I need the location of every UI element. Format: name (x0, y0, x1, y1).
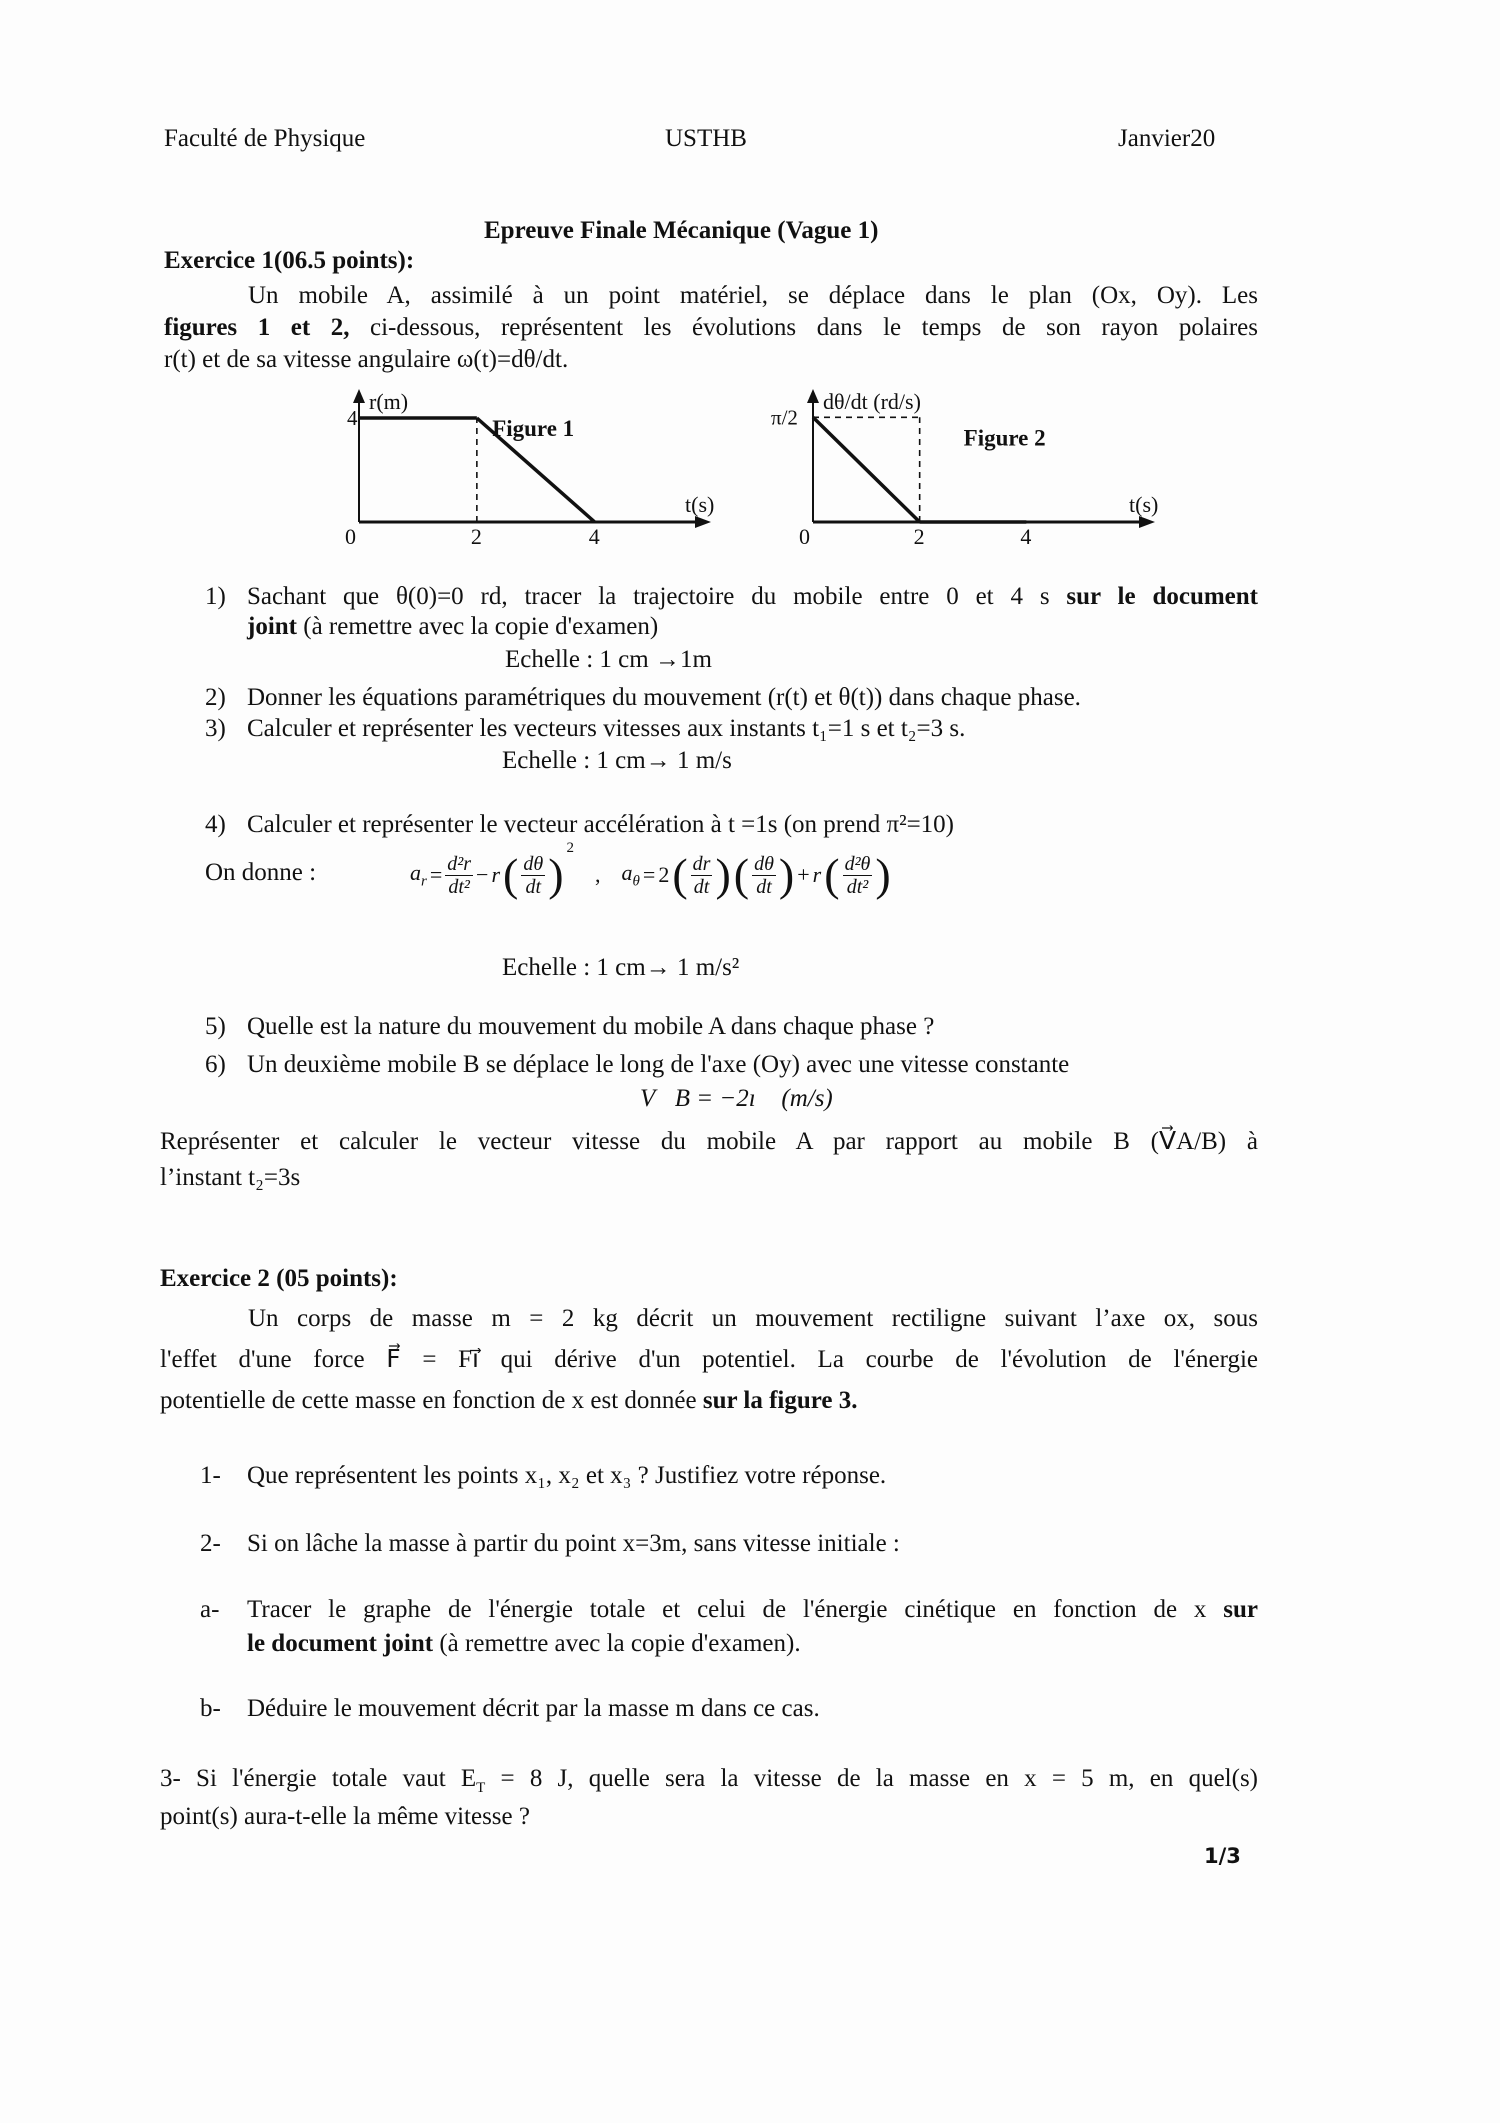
ex1-intro-line-2 (164, 313, 1258, 343)
q1-text-d: (à remettre avec la copie d'examen) (297, 613, 659, 640)
figure-title: Figure 2 (963, 425, 1046, 451)
q6-number: 6) (205, 1051, 226, 1078)
r-symbol: r (491, 862, 501, 887)
ex2-intro-line-1: Un corps de masse m = 2 kg décrit un mouvement rectiligne suivant l’axe ox, sous (248, 1305, 1258, 1332)
exercise-2-heading: Exercice 2 (05 points): (160, 1265, 398, 1292)
given-label: On donne : (205, 859, 317, 886)
x-tick-label: 4 (1020, 524, 1032, 549)
ex2-qa-text (247, 1595, 1258, 1625)
y-tick-label: 4 (347, 406, 358, 430)
ex2-qa-line-2 (247, 1629, 801, 1659)
relative-velocity-line-1: Représenter et calculer le vecteur vitesse du mobile A par rapport au mobile B (V⃗A/B) à (160, 1128, 1258, 1155)
intro-text: ci-dessous, représentent les évolutions dans le temps de son rayon polaires (349, 314, 1258, 341)
ex2-q1-text: Que représentent les points x₁, x₂ et x₃ ? Justifiez votre réponse. (247, 1462, 887, 1489)
q1-text-b: sur le document (1066, 583, 1259, 610)
q3-number: 3) (205, 715, 226, 742)
qa-text-d: (à remettre avec la copie d'examen). (433, 1630, 801, 1657)
q4-text: Calculer et représenter le vecteur accélération à t =1s (on prend π²=10) (247, 811, 955, 838)
ex1-intro-line-3: r(t) et de sa vitesse angulaire ω(t)=dθ/dt. (164, 346, 569, 373)
vb-equation: V⃗B = −2ı⃗ (m/s) (640, 1085, 833, 1112)
ex2-q3-line-1 (160, 1764, 1258, 1803)
q2-number: 2) (205, 684, 226, 711)
x-tick-label: 0 (799, 524, 810, 549)
plus: + (797, 862, 810, 887)
two: 2 (658, 862, 670, 887)
ex2-qb-text: Déduire le mouvement décrit par la masse m dans ce cas. (247, 1695, 820, 1722)
atheta-symbol: $a_\theta$ (621, 859, 640, 890)
equals: = (429, 862, 443, 887)
dtheta-dt-2: $\frac{d\theta}{dt}$ (754, 852, 774, 898)
data-segment (813, 417, 920, 522)
acceleration-formulas: $a_r$ = $\frac{\text{d²r}}{\text{dt²}}$ − r ( $\frac{d\theta}{dt}$ ) $^2$ , $a_\theta$ = 2 ( $\frac{dr}{dt}$ ) ( $\frac{d\theta}{dt}$ ) + r ( $\frac{\text{d²θ}}{\text{dt²}}$ ) (410, 840, 891, 900)
intro-text: potentielle de cette masse en fonction de x est donnée (160, 1387, 703, 1414)
y-tick-label: π/2 (771, 405, 798, 430)
q5-text: Quelle est la nature du mouvement du mobile A dans chaque phase ? (247, 1013, 935, 1040)
y-axis-label: dθ/dt (rd/s) (823, 389, 921, 414)
relative-velocity-line-2: l’instant t₂=3s (160, 1164, 301, 1191)
q1-number: 1) (205, 583, 226, 610)
y-axis-arrow (353, 389, 365, 403)
qa-text-c: le document joint (247, 1630, 434, 1657)
dr-dt: $\frac{dr}{dt}$ (692, 852, 711, 898)
x-axis-label: t(s) (1129, 492, 1159, 517)
q1-text-a: Sachant que θ(0)=0 rd, tracer la trajectoire du mobile entre 0 et 4 s (247, 583, 1067, 610)
x-axis-label: t(s) (685, 492, 715, 517)
figure-title: Figure 1 (492, 416, 575, 442)
q3-text: Calculer et représenter les vecteurs vitesses aux instants t₁=1 s et t₂=3 s. (247, 715, 966, 742)
y-axis-label: r(m) (369, 389, 409, 414)
exam-title: Epreuve Finale Mécanique (Vague 1) (484, 217, 879, 244)
q1-text-c: joint (247, 613, 297, 640)
r-symbol-2: r (812, 862, 822, 887)
ex2-q2-text: Si on lâche la masse à partir du point x=3m, sans vitesse initiale : (247, 1530, 900, 1557)
y-axis-arrow (807, 389, 819, 403)
faculty-label: Faculté de Physique (164, 125, 366, 152)
ex1-intro-line-1: Un mobile A, assimilé à un point matériel, se déplace dans le plan (Ox, Oy). Les (248, 282, 1258, 309)
qa-text-a: Tracer le graphe de l'énergie totale et celui de l'énergie cinétique en fonction de x (247, 1596, 1224, 1623)
ex2-q3-line-2: point(s) aura-t-elle la même vitesse ? (160, 1803, 530, 1830)
d2theta-dt2: $\frac{\text{d²θ}}{\text{dt²}}$ (844, 852, 871, 898)
q2-text: Donner les équations paramétriques du mouvement (r(t) et θ(t)) dans chaque phase. (247, 684, 1081, 711)
q6-text: Un deuxième mobile B se déplace le long de l'axe (Oy) avec une vitesse constante (247, 1051, 1070, 1078)
ex2-qa-number: a- (200, 1596, 220, 1623)
q4-number: 4) (205, 811, 226, 838)
square: 2 (566, 840, 575, 856)
comma: , (595, 862, 601, 887)
x-axis-arrow (695, 516, 711, 528)
qa-text-b: sur (1223, 1596, 1258, 1623)
x-axis-arrow (1139, 516, 1155, 528)
x-tick-label: 4 (588, 524, 600, 549)
ex2-qb-number: b- (200, 1695, 221, 1722)
x-tick-label: 0 (345, 524, 356, 549)
university-label: USTHB (665, 125, 747, 152)
ex2-intro-line-3 (160, 1386, 858, 1416)
d2r-dt2: $\frac{\text{d²r}}{\text{dt²}}$ (447, 852, 472, 898)
q3-scale: Echelle : 1 cm→ 1 m/s (502, 747, 732, 774)
exercise-1-heading: Exercice 1(06.5 points): (164, 247, 415, 274)
equals-2: = (642, 862, 656, 887)
ex2-q2-number: 2- (200, 1530, 221, 1557)
figures-ref: figures 1 et 2, (164, 314, 350, 341)
dtheta-dt: $\frac{d\theta}{dt}$ (523, 852, 544, 898)
ex2-intro-line-2: l'effet d'une force F⃗ = Fı⃗ qui dérive d'un potentiel. La courbe de l'évolution de l'énergie (160, 1346, 1258, 1373)
figure-2-chart (770, 385, 1159, 560)
q1-scale: Echelle : 1 cm →1m (505, 646, 712, 673)
page-number: 1/3 (1204, 1844, 1241, 1868)
ar-symbol: $a_r$ (410, 859, 427, 890)
q1-text-line-2 (247, 612, 658, 642)
x-tick-label: 2 (913, 524, 925, 549)
q3-subscript: T (476, 1780, 486, 1796)
q4-scale: Echelle : 1 cm→ 1 m/s² (502, 954, 740, 981)
q5-number: 5) (205, 1013, 226, 1040)
ex2-q1-number: 1- (200, 1462, 221, 1489)
figure-3-ref: sur la figure 3. (702, 1387, 858, 1414)
figure-1-chart (330, 385, 715, 560)
q3-text-a: 3- Si l'énergie totale vaut E (160, 1765, 477, 1792)
minus: − (476, 862, 489, 887)
date-label: Janvier20 (1118, 125, 1216, 152)
q3-text-b: = 8 J, quelle sera la vitesse de la masse en x = 5 m, en quel(s) (485, 1765, 1258, 1792)
x-tick-label: 2 (470, 524, 482, 549)
q1-text (247, 582, 1258, 612)
